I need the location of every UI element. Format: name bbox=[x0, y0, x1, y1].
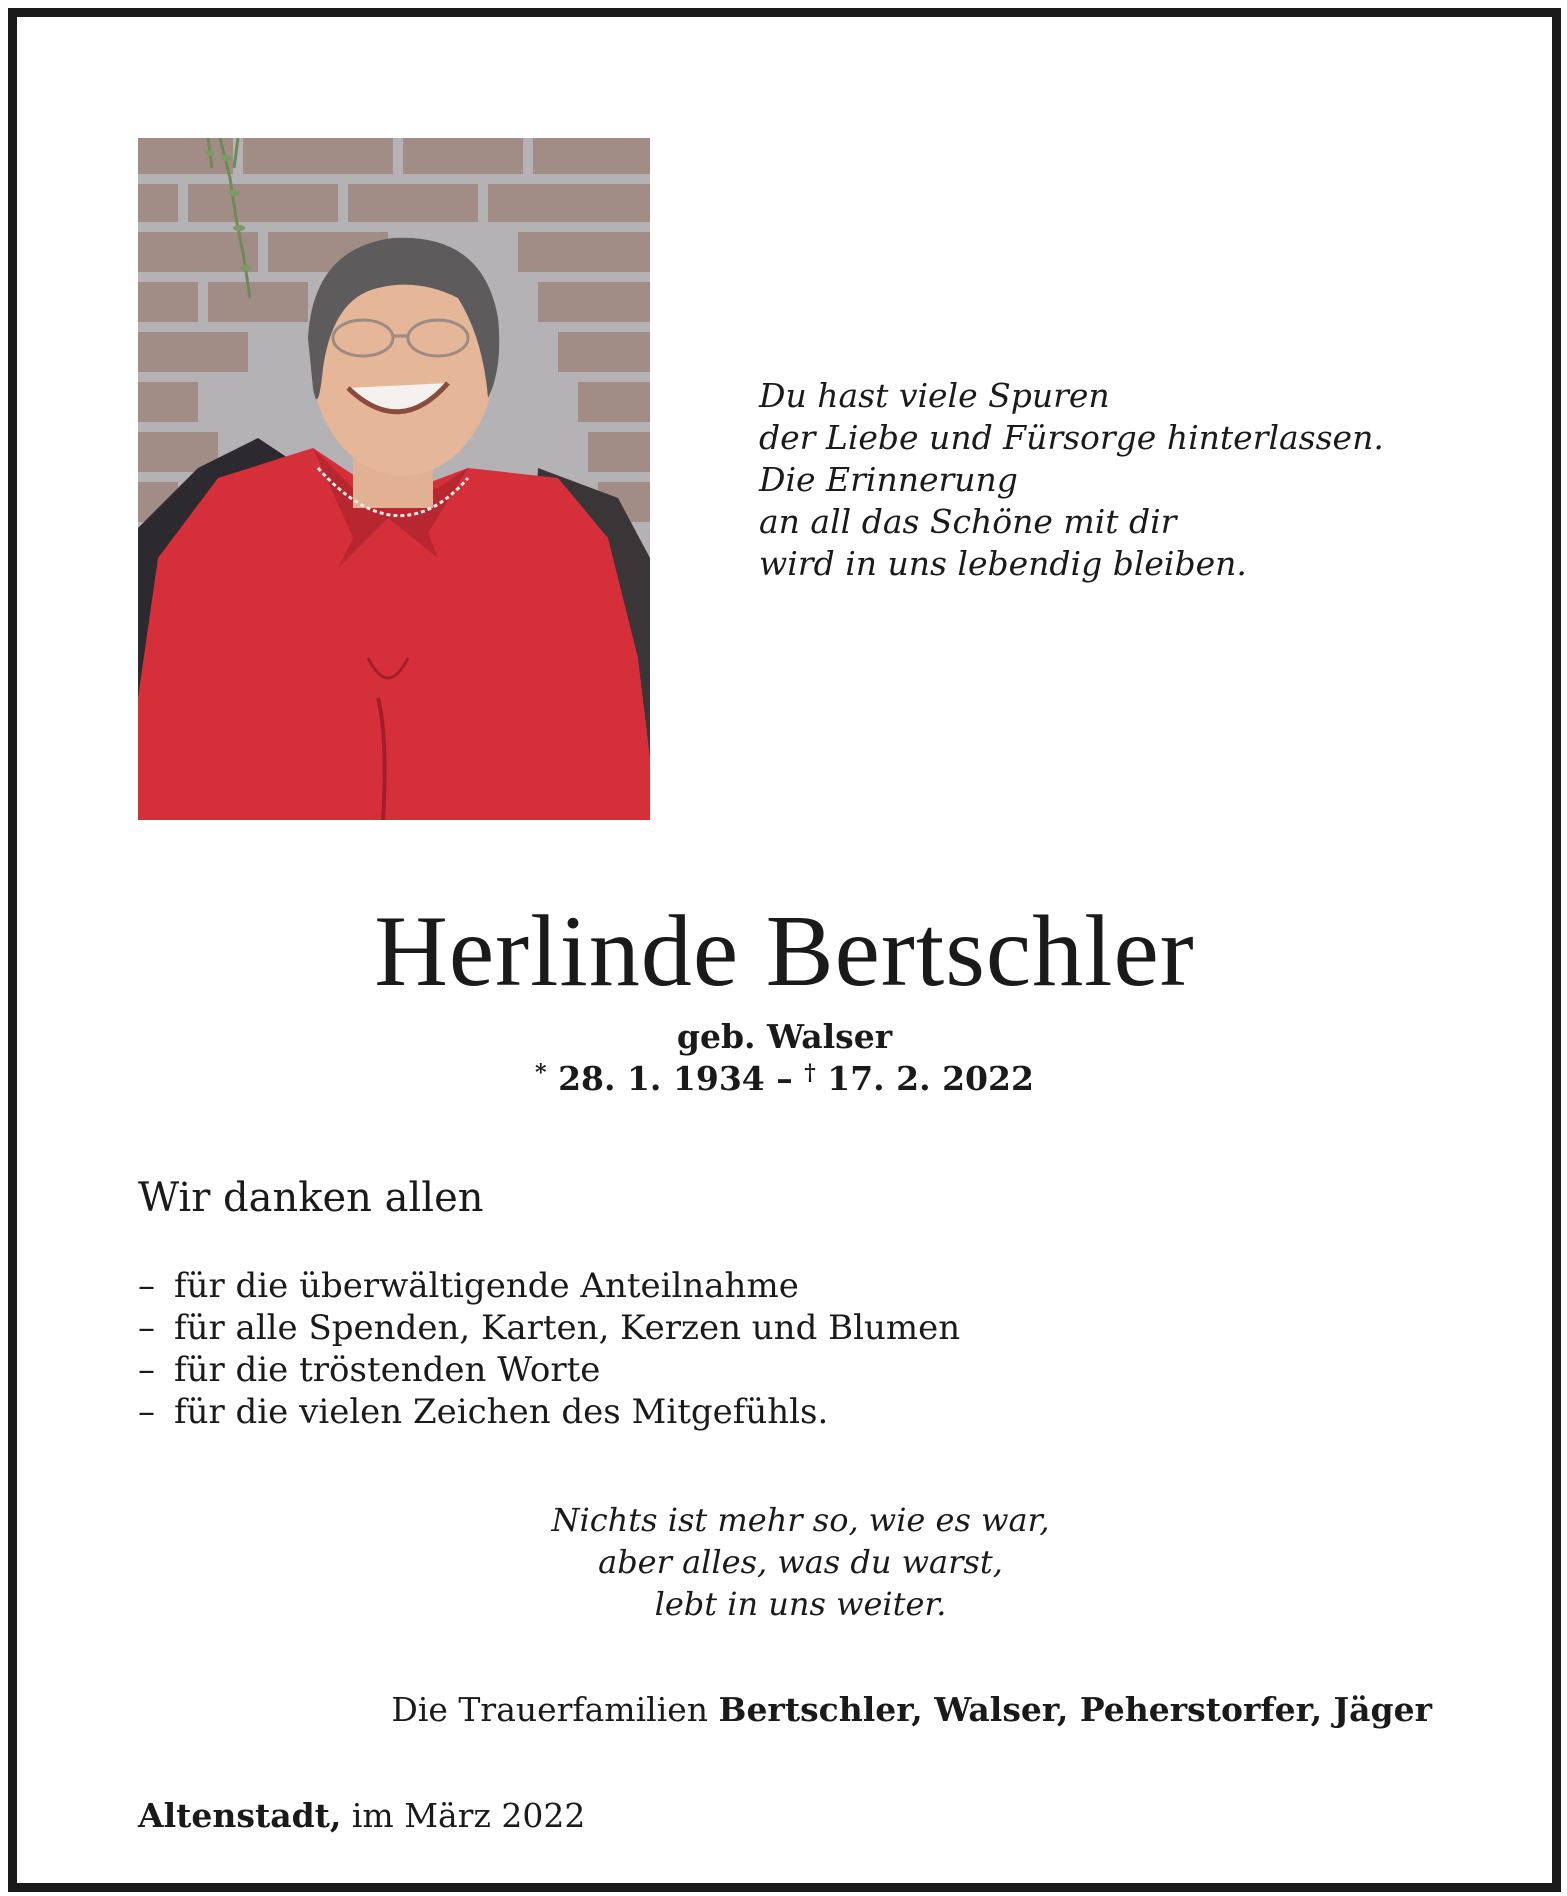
death-date: 17. 2. 2022 bbox=[827, 1059, 1034, 1098]
top-poem-line: an all das Schöne mit dir bbox=[759, 502, 1177, 541]
life-dates bbox=[17, 1059, 1552, 1099]
date-separator: – bbox=[764, 1059, 805, 1098]
top-poem bbox=[759, 375, 1384, 585]
obituary-frame bbox=[8, 8, 1561, 1892]
mourning-families bbox=[391, 1689, 1432, 1731]
birth-symbol: * bbox=[535, 1060, 547, 1086]
top-poem-line: der Liebe und Fürsorge hinterlassen. bbox=[759, 418, 1384, 457]
list-dash: – bbox=[138, 1350, 155, 1390]
list-item bbox=[138, 1265, 960, 1307]
list-dash: – bbox=[138, 1266, 155, 1306]
bottom-poem-line: aber alles, was du warst, bbox=[598, 1543, 1003, 1581]
list-item bbox=[138, 1307, 960, 1349]
top-poem-line: Du hast viele Spuren bbox=[759, 376, 1110, 415]
deceased-name: Herlinde Bertschler bbox=[374, 895, 1195, 1008]
list-item-text: für die vielen Zeichen des Mitgefühls. bbox=[174, 1392, 829, 1432]
list-dash: – bbox=[138, 1308, 155, 1348]
list-item-text: für die tröstenden Worte bbox=[174, 1350, 601, 1390]
portrait-photo bbox=[138, 138, 650, 820]
list-item bbox=[138, 1349, 960, 1391]
place-name: Altenstadt, bbox=[138, 1796, 342, 1835]
death-symbol: † bbox=[804, 1060, 816, 1086]
closing-date: im März 2022 bbox=[341, 1796, 586, 1835]
place-and-date bbox=[138, 1795, 585, 1837]
thanks-list bbox=[138, 1265, 960, 1433]
list-item bbox=[138, 1391, 960, 1433]
bottom-poem-line: lebt in uns weiter. bbox=[654, 1585, 947, 1623]
top-poem-line: Die Erinnerung bbox=[759, 460, 1018, 499]
list-item-text: für die überwältigende Anteilnahme bbox=[174, 1266, 799, 1306]
thanks-heading: Wir danken allen bbox=[138, 1175, 484, 1221]
top-poem-line: wird in uns lebendig bleiben. bbox=[759, 544, 1247, 583]
family-names: Bertschler, Walser, Peherstorfer, Jäger bbox=[718, 1690, 1432, 1729]
list-dash: – bbox=[138, 1392, 155, 1432]
families-prefix: Die Trauerfamilien bbox=[391, 1690, 719, 1729]
bottom-poem bbox=[17, 1499, 1567, 1625]
list-item-text: für alle Spenden, Karten, Kerzen und Blumen bbox=[174, 1308, 961, 1348]
maiden-name: geb. Walser bbox=[676, 1017, 893, 1056]
bottom-poem-line: Nichts ist mehr so, wie es war, bbox=[551, 1501, 1050, 1539]
birth-date: 28. 1. 1934 bbox=[558, 1059, 765, 1098]
